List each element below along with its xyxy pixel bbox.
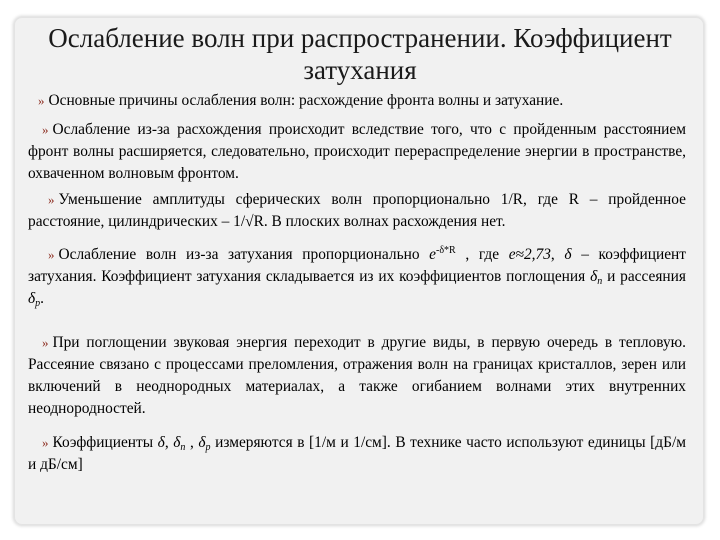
paragraph-text: измеряются в [1/м и 1/см]. В технике часто используют единицы [дБ/м и дБ/см] [28,434,686,473]
paragraph-text: При поглощении звуковая энергия переходит в другие виды, в первую очередь в тепловую. Рассеяние связано с процессами преломления, отражения волн на границах кристаллов, зерен или включений в неоднородных материалах, а также огибанием волнами этих внутренних неоднородностей. [28,334,686,417]
formula-e-value: e≈2,73 [508,246,551,263]
bullet-icon: » [38,93,45,108]
paragraph-text: Уменьшение амплитуды сферических волн пропорционально 1/R, где R – пройденное расстояние, цилиндрических – 1/√R. В плоских волнах расхождения нет. [28,191,686,230]
bullet-icon: » [48,247,55,262]
symbol-delta: δ [564,246,572,263]
symbol-delta: δ [157,434,165,451]
bullet-icon: » [48,192,55,207]
title-line-2: затухания [303,55,417,85]
paragraph-absorption-scattering [28,332,686,420]
paragraph-text: Ослабление из-за расхождения происходит вследствие того, что с пройденным расстоянием фронт волны расширяется, следовательно, происходит перераспределение энергии в пространстве, охваченном волновым фронтом. [28,121,686,182]
symbol-delta-scattering: $\delta_р$ [28,290,41,309]
paragraph-divergence [28,119,686,185]
slide-title [24,22,696,86]
bullet-icon: » [42,435,49,450]
symbol-delta-scattering: $\delta_р$ [198,434,211,453]
symbol-delta-absorption: $\delta_п$ [173,434,186,453]
paragraph-text: Ослабление волн из-за затухания пропорционально [58,246,420,263]
bullet-icon: » [42,335,49,350]
paragraph-main-causes [38,90,688,112]
paragraph-attenuation: » Ослабление волн из-за затухания пропорционально $e^{-\delta*R}$ , где e≈2,73, δ – коэффициент затухания. Коэффициент затухания складывается из их коэффициентов поглощения $\delta_п$ и рассеяния $\delta_р$. [28,245,686,309]
paragraph-amplitude [28,189,686,233]
symbol-delta-absorption: $\delta_п$ [590,268,603,287]
paragraph-text: Основные причины ослабления волн: расхождение фронта волны и затухание. [48,92,564,109]
title-line-1: Ослабление волн при распространении. Коэффициент [48,23,672,53]
bullet-icon: » [42,122,49,137]
formula-exponent: $e^{-\delta*R}$ [429,245,456,263]
paragraph-units: » Коэффициенты δ, $\delta_п$ , $\delta_р$ измеряются в [1/м и 1/см]. В технике часто используют единицы [дБ/м и дБ/см] [28,434,686,473]
